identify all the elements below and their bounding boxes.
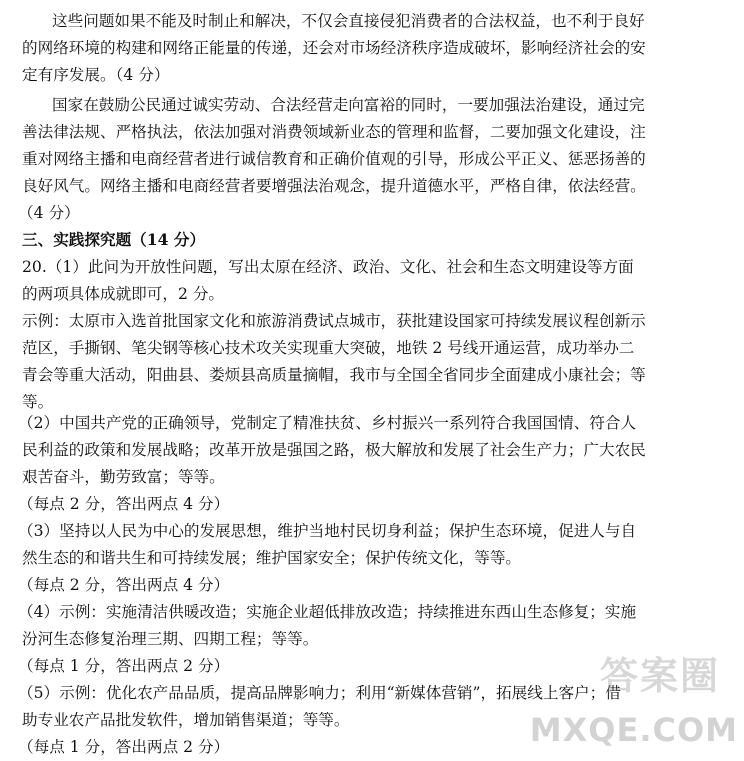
score-note: （每点 1 分，答出两点 2 分） xyxy=(18,657,230,675)
text-line: 汾河生态修复治理三期、四期工程；等等。 xyxy=(22,630,319,648)
text-line: 国家在鼓励公民通过诚实劳动、合法经营走向富裕的同时，一要加强法治建设，通过完 xyxy=(52,96,645,114)
score-note: （每点 2 分，答出两点 4 分） xyxy=(18,576,230,594)
text-line: （5）示例：优化农产品品质，提高品牌影响力；利用“新媒体营销”，拓展线上客户；借 xyxy=(18,684,621,702)
text-line: 定有序发展。（4 分） xyxy=(22,66,170,84)
text-line: 等。 xyxy=(22,393,54,411)
score-note: （每点 2 分，答出两点 4 分） xyxy=(18,495,230,513)
text-line: （3）坚持以人民为中心的发展思想，维护当地村民切身利益；保护生态环境，促进人与自 xyxy=(18,522,637,540)
watermark-logo xyxy=(529,654,738,757)
text-line: 20.（1）此问为开放性问题，写出太原在经济、政治、文化、社会和生态文明建设等方面 xyxy=(22,258,634,276)
text-line: （2）中国共产党的正确领导，党制定了精准扶贫、乡村振兴一系列符合我国国情、符合人 xyxy=(18,414,637,432)
text-line: 重对网络主播和电商经营者进行诚信教育和正确价值观的引导，形成公平正义、惩恶扬善的 xyxy=(22,150,646,168)
text-line: 艰苦奋斗，勤劳致富；等等。 xyxy=(22,468,225,486)
text-line: 的两项具体成就即可，2 分。 xyxy=(22,285,225,303)
text-line: 示例：太原市入选首批国家文化和旅游消费试点城市，获批建设国家可持续发展议程创新示 xyxy=(22,312,646,330)
text-line: 的网络环境的构建和网络正能量的传递，还会对市场经济秩序造成破坏，影响经济社会的安 xyxy=(22,39,646,57)
text-line: 然生态的和谐共生和可持续发展；维护国家安全；保护传统文化，等等。 xyxy=(22,549,522,567)
text-line: 这些问题如果不能及时制止和解决，不仅会直接侵犯消费者的合法权益，也不利于良好 xyxy=(52,12,645,30)
text-line: 范区，手撕钢、笔尖钢等核心技术攻关实现重大突破，地铁 2 号线开通运营，成功举办二 xyxy=(22,339,635,357)
text-line: 助专业农产品批发软件，增加销售渠道；等等。 xyxy=(22,711,350,729)
watermark-url: MXQE.COM xyxy=(529,711,738,749)
text-line: （4 分） xyxy=(18,204,80,222)
watermark-text: 答案圈 xyxy=(599,654,720,698)
text-line: 善法律法规、严格执法，依法加强对消费领域新业态的管理和监督，二要加强文化建设，注 xyxy=(22,123,646,141)
score-note: （每点 1 分，答出两点 2 分） xyxy=(18,738,230,756)
text-line: （4）示例：实施清洁供暖改造；实施企业超低排放改造；持续推进东西山生态修复；实施 xyxy=(18,603,637,621)
section-heading: 三、实践探究题（14 分） xyxy=(22,230,206,249)
text-line: 青会等重大活动，阳曲县、娄烦县高质量摘帽，我市与全国全省同步全面建成小康社会；等 xyxy=(22,366,646,384)
text-line: 良好风气。网络主播和电商经营者要增强法治观念，提升道德水平，严格自律，依法经营。 xyxy=(22,177,646,195)
text-line: 民利益的政策和发展战略；改革开放是强国之路，极大解放和发展了社会生产力；广大农民 xyxy=(22,441,646,459)
